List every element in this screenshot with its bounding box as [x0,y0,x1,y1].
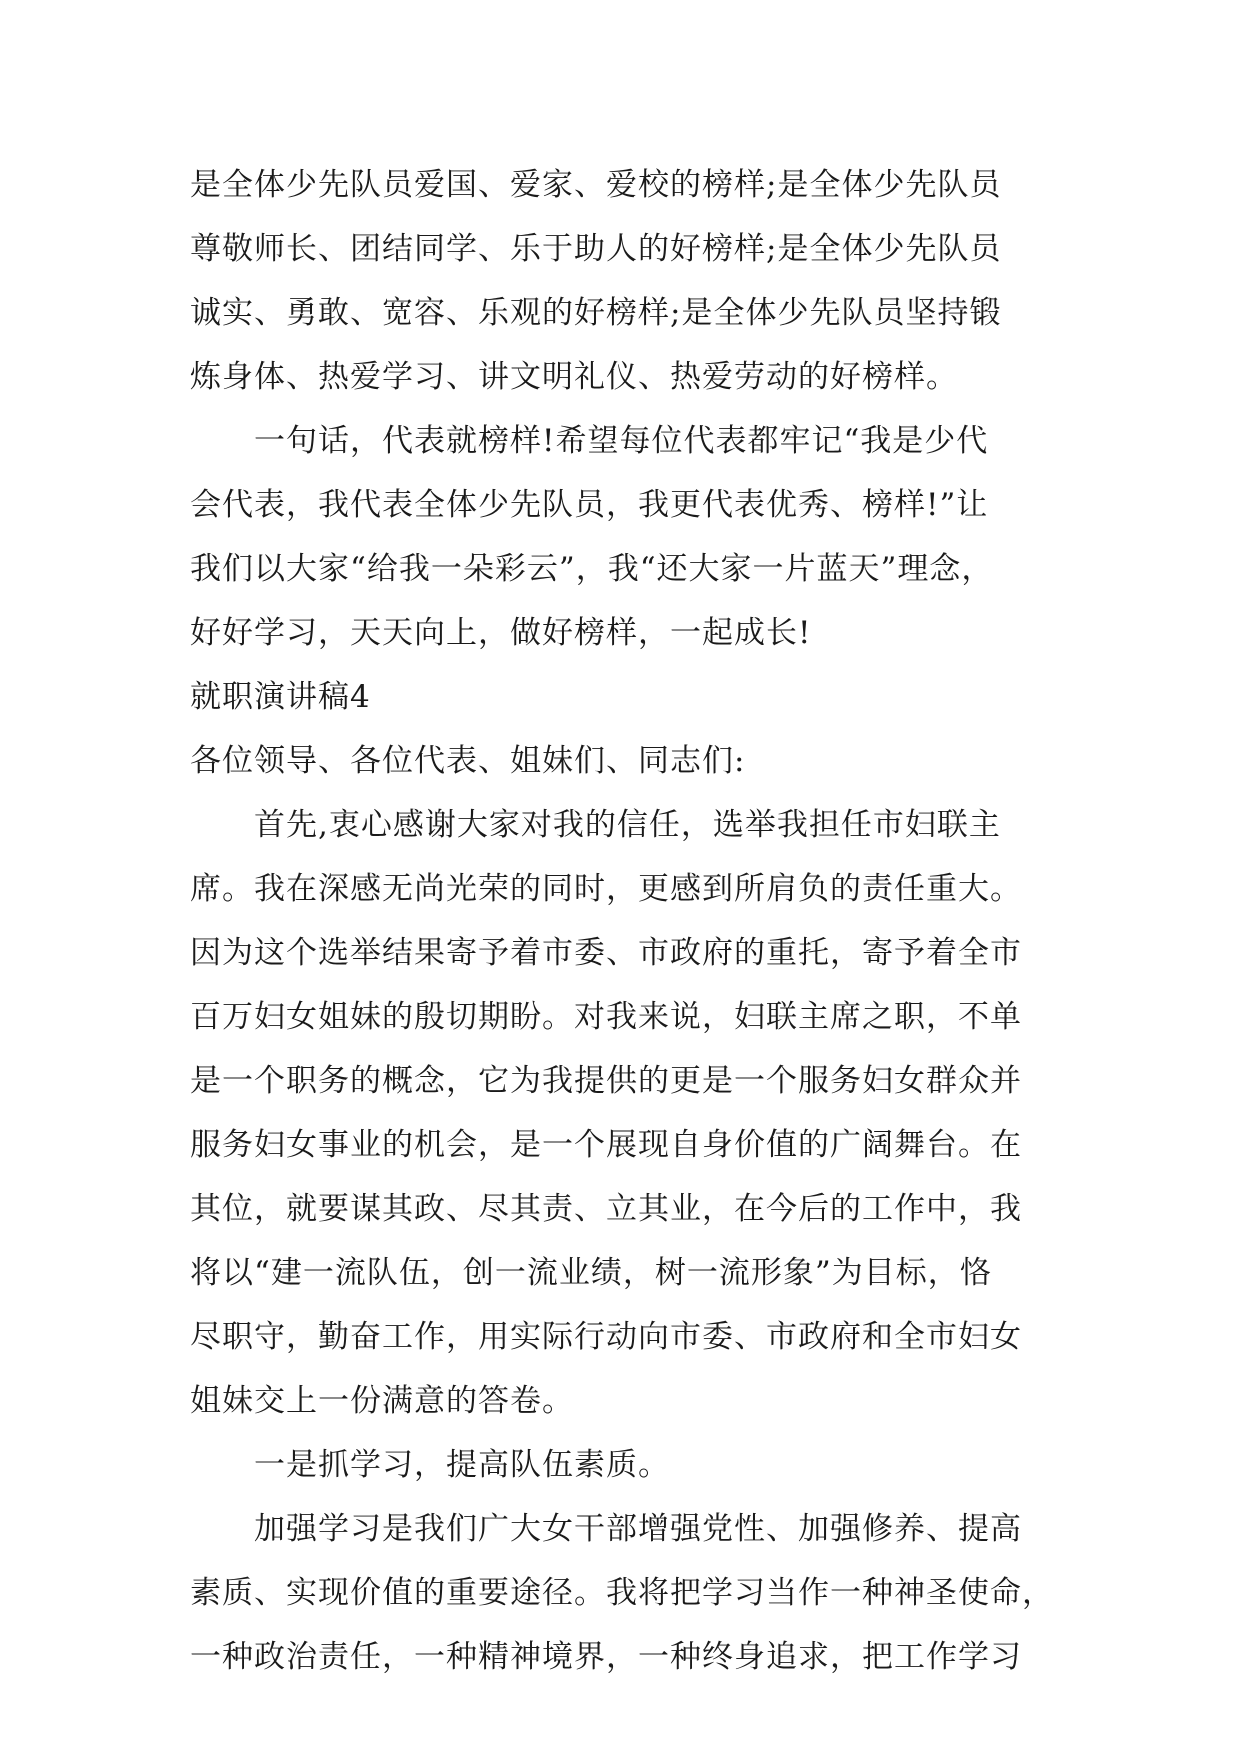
paragraph-line: 首先,衷心感谢大家对我的信任，选举我担任市妇联主 [254,807,1001,843]
paragraph-line: 因为这个选举结果寄予着市委、市政府的重托，寄予着全市 [190,935,1022,971]
paragraph-line: 尊敬师长、团结同学、乐于助人的好榜样;是全体少先队员 [190,231,1002,267]
paragraph-line: 将以“建一流队伍，创一流业绩，树一流形象”为目标，恪 [190,1255,992,1291]
paragraph-line: 炼身体、热爱学习、讲文明礼仪、热爱劳动的好榜样。 [190,359,958,395]
subheading: 一是抓学习，提高队伍素质。 [254,1447,670,1483]
paragraph-line: 素质、实现价值的重要途径。我将把学习当作一种神圣使命， [190,1575,1054,1611]
paragraph-line: 一种政治责任，一种精神境界，一种终身追求，把工作学习 [190,1639,1022,1675]
salutation: 各位领导、各位代表、姐妹们、同志们: [190,743,746,779]
paragraph-line: 一句话，代表就榜样!希望每位代表都牢记“我是少代 [254,423,989,459]
paragraph-line: 是全体少先队员爱国、爱家、爱校的榜样;是全体少先队员 [190,167,1002,203]
paragraph-line: 其位，就要谋其政、尽其责、立其业，在今后的工作中，我 [190,1191,1022,1227]
paragraph-line: 加强学习是我们广大女干部增强党性、加强修养、提高 [254,1511,1022,1547]
paragraph-line: 百万妇女姐妹的殷切期盼。对我来说，妇联主席之职，不单 [190,999,1022,1035]
paragraph-line: 好好学习，天天向上，做好榜样，一起成长! [190,615,812,651]
section-heading: 就职演讲稿4 [190,679,371,715]
paragraph-line: 服务妇女事业的机会，是一个展现自身价值的广阔舞台。在 [190,1127,1022,1163]
paragraph-line: 会代表，我代表全体少先队员，我更代表优秀、榜样!”让 [190,487,989,523]
paragraph-line: 我们以大家“给我一朵彩云”，我“还大家一片蓝天”理念， [190,551,994,587]
paragraph-line: 尽职守，勤奋工作，用实际行动向市委、市政府和全市妇女 [190,1319,1022,1355]
paragraph-line: 姐妹交上一份满意的答卷。 [190,1383,574,1419]
paragraph-line: 诚实、勇敢、宽容、乐观的好榜样;是全体少先队员坚持锻 [190,295,1002,331]
paragraph-line: 是一个职务的概念，它为我提供的更是一个服务妇女群众并 [190,1063,1022,1099]
paragraph-line: 席。我在深感无尚光荣的同时，更感到所肩负的责任重大。 [190,871,1022,907]
